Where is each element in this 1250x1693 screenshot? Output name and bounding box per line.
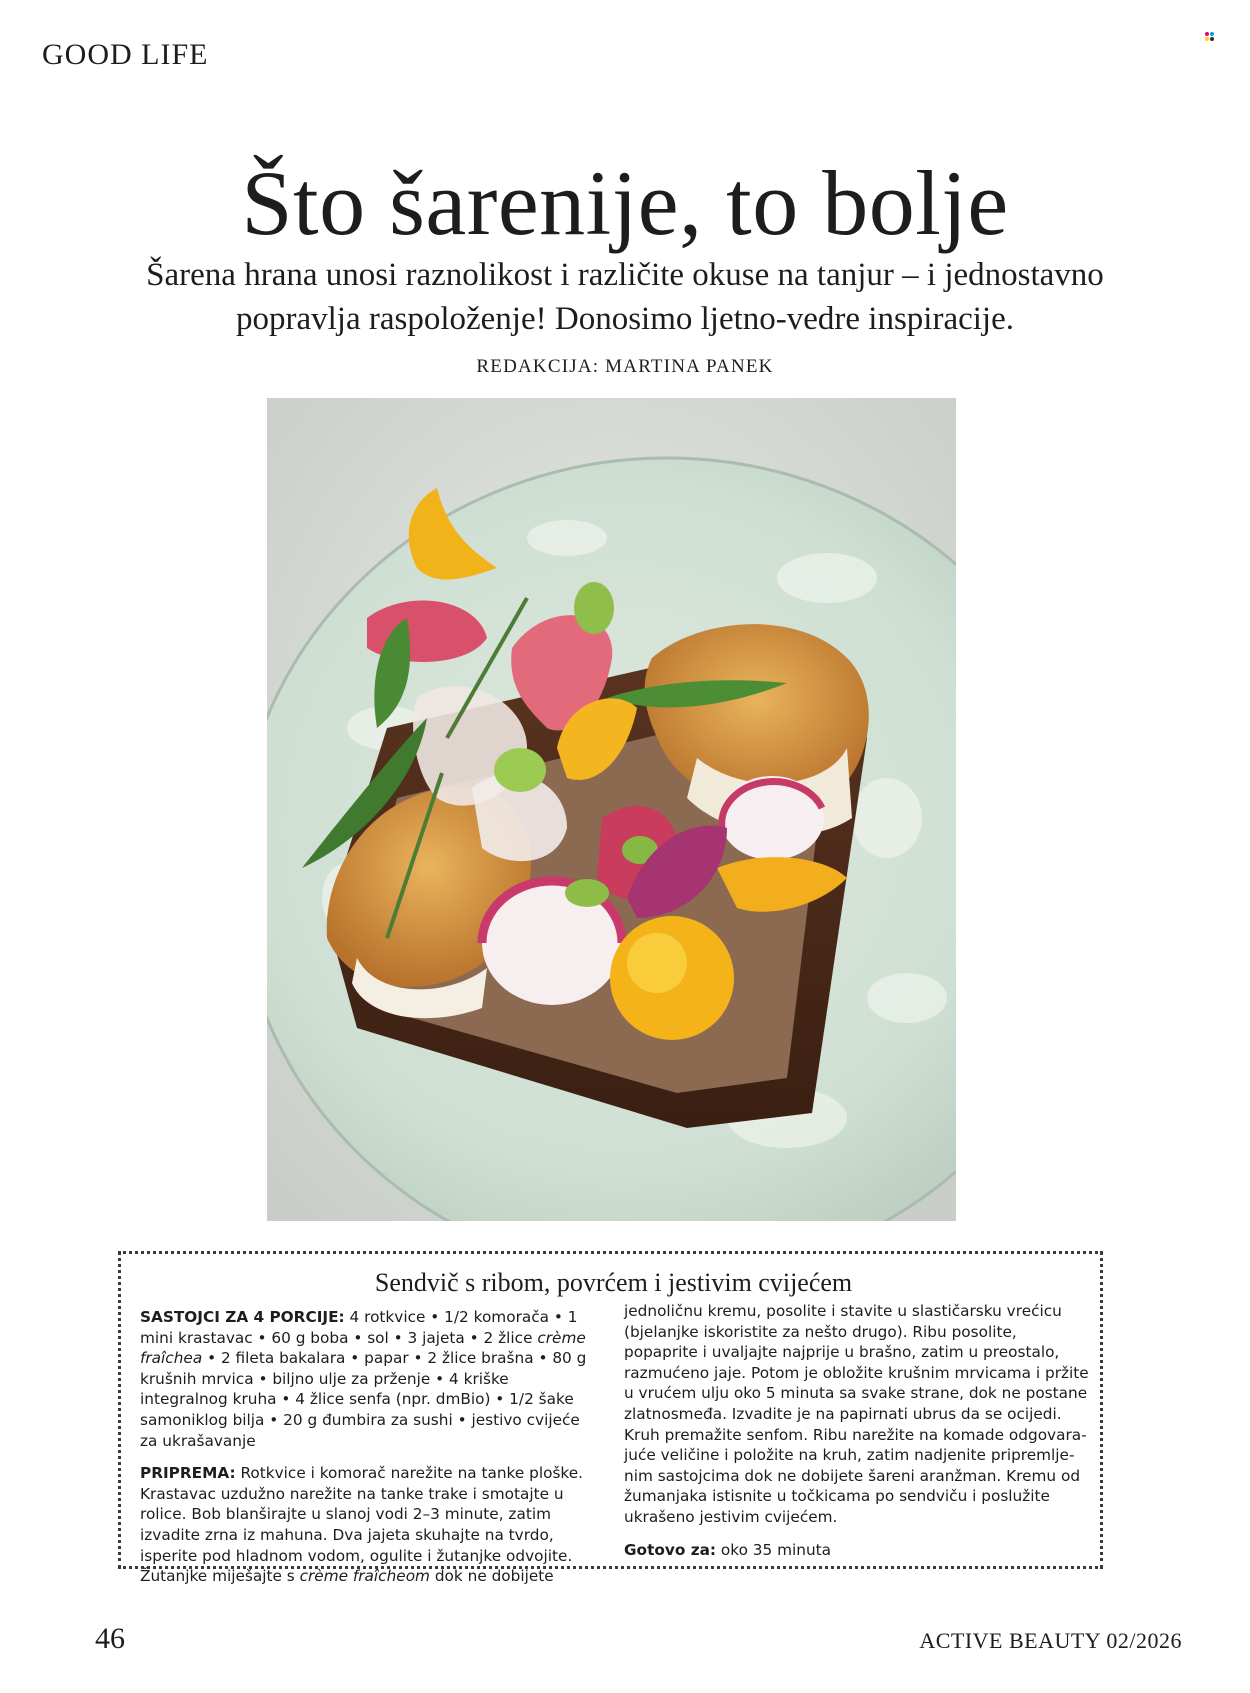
time-paragraph bbox=[624, 1540, 1090, 1561]
food-photo-open-sandwich-icon bbox=[267, 398, 956, 1221]
article-title: Što šarenije, to bolje bbox=[241, 152, 1009, 254]
time-value: oko 35 minuta bbox=[716, 1540, 832, 1559]
preparation-paragraph bbox=[140, 1463, 595, 1587]
ingredients-label: SASTOJCI ZA 4 PORCIJE: bbox=[140, 1308, 345, 1326]
ingredients-paragraph bbox=[140, 1307, 595, 1451]
food-photo bbox=[267, 398, 956, 1221]
preparation-text: Rotkvice i komorač narežite na tanke ploške. Krastavac uzdužno narežite na tanke trake i smotajte u rolice. Bob blanširajte u slanoj vodi 2–3 minute, zatim izvadite zrna iz mahuna. Dva jajeta skuhajte na tvrdo, isperite pod hladnom vodom, ogulite i žutanjke odvojite. Žutanjke miješajte s bbox=[140, 1464, 584, 1586]
ingredients-italic: crème fraîchea bbox=[140, 1328, 586, 1368]
preparation-italic: crème fraîcheom bbox=[299, 1567, 430, 1586]
preparation-continued: jednoličnu kremu, posolite i stavite u slastičarsku vrećicu (bjelanjke iskoristite za nešto drugo). Ribu posolite, popaprite i uvaljajte najprije u brašno, zatim u preostalo, razmućeno jaje. Potom je obložite krušnim mrvicama i pržite u vrućem ulju oko 5 minuta sa svake strane, dok ne postane zlatnosmeđa. Izvadite je na papirnati ubrus da se ocijedi. Kruh premažite senfom. Ribu narežite na komade odgovara-juće veličine i položite na kruh, zatim nadjenite pripremlje-nim sastojcima dok ne dobijete šareni aranžman. Kremu od žumanjaka istisnite u točkicama po sendviču i poslužite ukrašeno jestivim cvijećem. bbox=[624, 1302, 1089, 1526]
recipe-title: Sendvič s ribom, povrćem i jestivim cvijećem bbox=[374, 1268, 853, 1297]
time-label: Gotovo za: bbox=[624, 1540, 717, 1559]
magazine-issue: ACTIVE BEAUTY 02/2026 bbox=[919, 1628, 1182, 1653]
ingredients-text-2: • 2 fileta bakalara • papar • 2 žlice brašna • 80 g krušnih mrvica • biljno ulje za prženje • 4 kriške integralnog kruha • 4 žlice senfa (npr. dmBio) • 1/2 šake samoniklog bilja • 20 g đumbira za sushi • jestivo cvijeće za ukrašavanje bbox=[140, 1349, 587, 1450]
recipe-left-column bbox=[140, 1307, 595, 1587]
preparation-text-2: dok ne dobijete bbox=[429, 1567, 554, 1586]
section-label: GOOD LIFE bbox=[42, 38, 209, 71]
recipe-right-column bbox=[624, 1301, 1090, 1560]
page-number: 46 bbox=[95, 1622, 125, 1655]
ingredients-text: 4 rotkvice • 1/2 komorača • 1 mini krastavac • 60 g boba • sol • 3 jajeta • 2 žlice bbox=[140, 1308, 578, 1347]
recipe-box bbox=[118, 1251, 1103, 1586]
preparation-label: PRIPREMA: bbox=[140, 1464, 236, 1483]
article-subtitle: Šarena hrana unosi raznolikost i različite okuse na tanjur – i jednostavno popravlja raspoloženje! Donosimo ljetno-vedre inspiracije. bbox=[146, 257, 1104, 337]
color-dots-icon bbox=[1205, 32, 1215, 42]
article-byline: REDAKCIJA: MARTINA PANEK bbox=[476, 356, 774, 377]
